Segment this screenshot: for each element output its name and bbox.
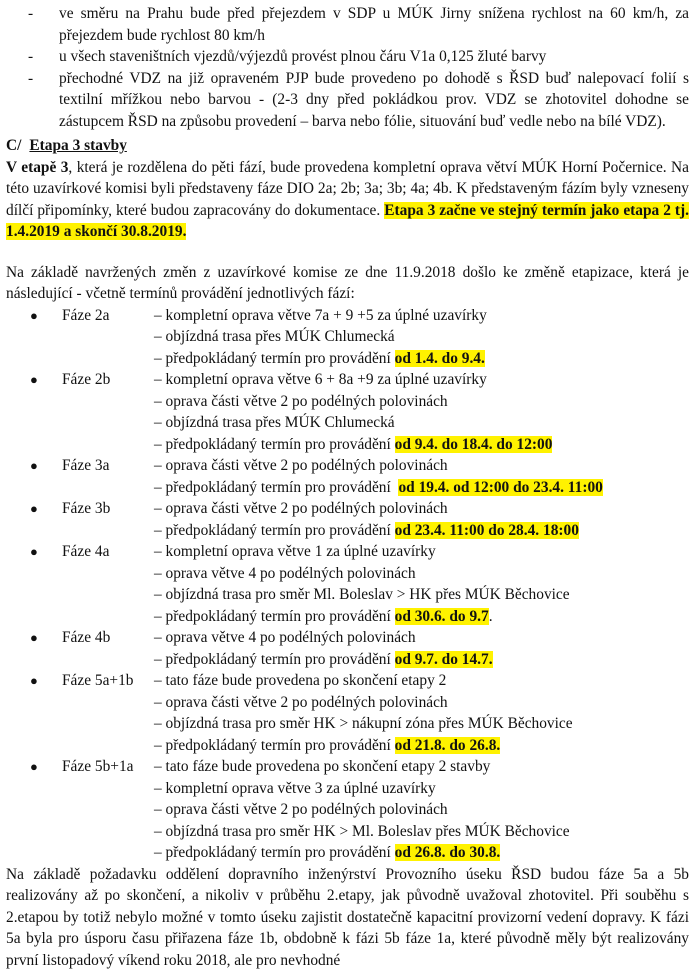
list-item: - ve směru na Prahu bude před přejezdem v SDP u MÚK Jirny snížena rychlost na 60 km/h, za přejezdem bude rychlost 80 km/h (6, 3, 689, 46)
list-item: - přechodné VDZ na již opraveném PJP bude provedeno po dohodě s ŘSD buď nalepovací folií s textilní mřížkou nebo barvou - (2-3 dny před pokládkou prov. VDZ se zhotovitel dohodne se zástupcem ŘSD na způsobu provedení – barva nebo fólie, situování buď vedle nebo na bílé VDZ). (6, 68, 689, 133)
term-dates: od 21.8. do 26.8. (395, 737, 501, 754)
intro-text: , která je rozdělena do pěti fází, bude provedena kompletní oprava větví MÚK Horní Počernice. Na této uzavírkové komisi byli představeny fáze DIO 2a; 2b; 3a; 3b; 4a; 4b. K představeným fázím byly vzneseny dílčí připomínky, které budou zapracovány do dokumentace. (6, 159, 689, 219)
phase-details (154, 756, 689, 864)
term-dates: od 26.8. do 30.8. (395, 844, 501, 861)
phase-detail-line: – kompletní oprava větve 6 + 8a +9 za úplné uzavírky (154, 369, 689, 391)
section-title: Etapa 3 stavby (29, 137, 127, 154)
phase-detail-line: – oprava části větve 2 po podélných polovinách (154, 692, 689, 714)
final-paragraph: Na základě požadavku oddělení dopravního inženýrství Provozního úseku ŘSD budou fáze 5a a 5b realizovány až po skončení, a nikoliv v průběhu 2.etapy, jak původně uvažoval zhotovitel. Při souběhu s 2.etapou by totiž nebylo možné v tomto úseku zajistit dostatečně kapacitní provizorní vedení dopravy. K fázi 5a byla pro úsporu času přiřazena fáze 1b, obdobně k fázi 5b fáze 1a, které původně měly být realizovány první listopadový víkend roku 2018, ale pro nevhodné (6, 864, 689, 971)
phase-detail-line: – objízdná trasa pro směr HK > Ml. Boleslav přes MÚK Běchovice (154, 821, 689, 843)
phase-term-line (154, 477, 689, 499)
phase-term-line (154, 649, 689, 671)
term-label: – předpokládaný termín pro provádění (154, 436, 395, 453)
term-label: – předpokládaný termín pro provádění (154, 479, 398, 496)
changes-paragraph: Na základě navržených změn z uzavírkové komise ze dne 11.9.2018 došlo ke změně etapizace, která je následující - včetně termínů provádění jednotlivých fází: (6, 262, 689, 305)
term-dates: od 9.4. do 18.4. do 12:00 (395, 436, 553, 453)
bullet-icon: ● (6, 756, 62, 864)
phase-detail-line: – objízdná trasa přes MÚK Chlumecká (154, 326, 689, 348)
term-label: – předpokládaný termín pro provádění (154, 608, 395, 625)
phase-term-line (154, 842, 689, 864)
phase-detail-line: – objízdná trasa přes MÚK Chlumecká (154, 412, 689, 434)
phase-details (154, 498, 689, 541)
phase-details (154, 670, 689, 756)
phase-detail-line: – kompletní oprava větve 1 za úplné uzavírky (154, 541, 689, 563)
phase-name: Fáze 5b+1a (62, 756, 154, 864)
phase-details (154, 369, 689, 455)
phase-detail-line: – objízdná trasa pro směr Ml. Boleslav > HK přes MÚK Běchovice (154, 584, 689, 606)
term-dates: od 1.4. do 9.4. (395, 350, 485, 367)
term-label: – předpokládaný termín pro provádění (154, 350, 395, 367)
phase-term-line (154, 606, 689, 628)
phase-name: Fáze 2a (62, 305, 154, 370)
phase-item (6, 498, 689, 541)
bullet-icon: ● (6, 369, 62, 455)
phase-detail-line: – kompletní oprava větve 3 za úplné uzavírky (154, 778, 689, 800)
bullet-icon: ● (6, 498, 62, 541)
bullet-icon: ● (6, 627, 62, 670)
section-label: C/ (6, 137, 21, 154)
phase-detail-line: – tato fáze bude provedena po skončení etapy 2 (154, 670, 689, 692)
intro-paragraph (6, 157, 689, 243)
phase-item (6, 541, 689, 627)
phase-item (6, 756, 689, 864)
bullet-icon: ● (6, 670, 62, 756)
phase-term-line (154, 520, 689, 542)
phase-details (154, 305, 689, 370)
phase-term-line (154, 348, 689, 370)
term-label: – předpokládaný termín pro provádění (154, 651, 395, 668)
term-dates: od 9.7. do 14.7. (395, 651, 493, 668)
phase-list (6, 305, 689, 864)
bullet-icon: ● (6, 455, 62, 498)
phase-name: Fáze 4b (62, 627, 154, 670)
term-suffix: . (489, 608, 493, 625)
term-dates: od 19.4. od 12:00 do 23.4. 11:00 (398, 479, 602, 496)
intro-bold: V etapě 3 (6, 159, 68, 176)
phase-detail-line: – oprava větve 4 po podélných polovinách (154, 627, 689, 649)
term-dates: od 23.4. 11:00 do 28.4. 18:00 (395, 522, 579, 539)
phase-detail-line: – oprava části větve 2 po podélných polovinách (154, 799, 689, 821)
phase-name: Fáze 4a (62, 541, 154, 627)
phase-item (6, 627, 689, 670)
bullet-icon: ● (6, 541, 62, 627)
intro-highlight: Etapa 3 začne ve stejný termín jako etapa 2 tj. 1.4.2019 a skončí 30.8.2019. (6, 202, 689, 241)
phase-item (6, 455, 689, 498)
phase-detail-line: – kompletní oprava větve 7a + 9 +5 za úplné uzavírky (154, 305, 689, 327)
phase-detail-line: – oprava části větve 2 po podélných polovinách (154, 391, 689, 413)
phase-item (6, 305, 689, 370)
paragraph-gap (6, 243, 689, 262)
phase-term-line (154, 735, 689, 757)
term-dates: od 30.6. do 9.7 (395, 608, 489, 625)
phase-details (154, 627, 689, 670)
term-label: – předpokládaný termín pro provádění (154, 844, 395, 861)
document-page (6, 3, 689, 971)
term-label: – předpokládaný termín pro provádění (154, 737, 395, 754)
phase-detail-line: – oprava části větve 2 po podélných polovinách (154, 455, 689, 477)
bullet-icon: ● (6, 305, 62, 370)
phase-details (154, 455, 689, 498)
phase-detail-line: – tato fáze bude provedena po skončení etapy 2 stavby (154, 756, 689, 778)
phase-name: Fáze 3a (62, 455, 154, 498)
phase-name: Fáze 2b (62, 369, 154, 455)
top-bullet-list (6, 3, 689, 132)
phase-detail-line: – oprava větve 4 po podélných polovinách (154, 563, 689, 585)
list-item: - u všech staveništních vjezdů/výjezdů provést plnou čáru V1a 0,125 žluté barvy (6, 46, 689, 68)
phase-details (154, 541, 689, 627)
phase-term-line (154, 434, 689, 456)
phase-name: Fáze 5a+1b (62, 670, 154, 756)
phase-detail-line: – oprava části větve 2 po podélných polovinách (154, 498, 689, 520)
term-label: – předpokládaný termín pro provádění (154, 522, 395, 539)
phase-name: Fáze 3b (62, 498, 154, 541)
phase-item (6, 670, 689, 756)
phase-detail-line: – objízdná trasa pro směr HK > nákupní zóna přes MÚK Běchovice (154, 713, 689, 735)
section-heading (6, 135, 689, 157)
phase-item (6, 369, 689, 455)
